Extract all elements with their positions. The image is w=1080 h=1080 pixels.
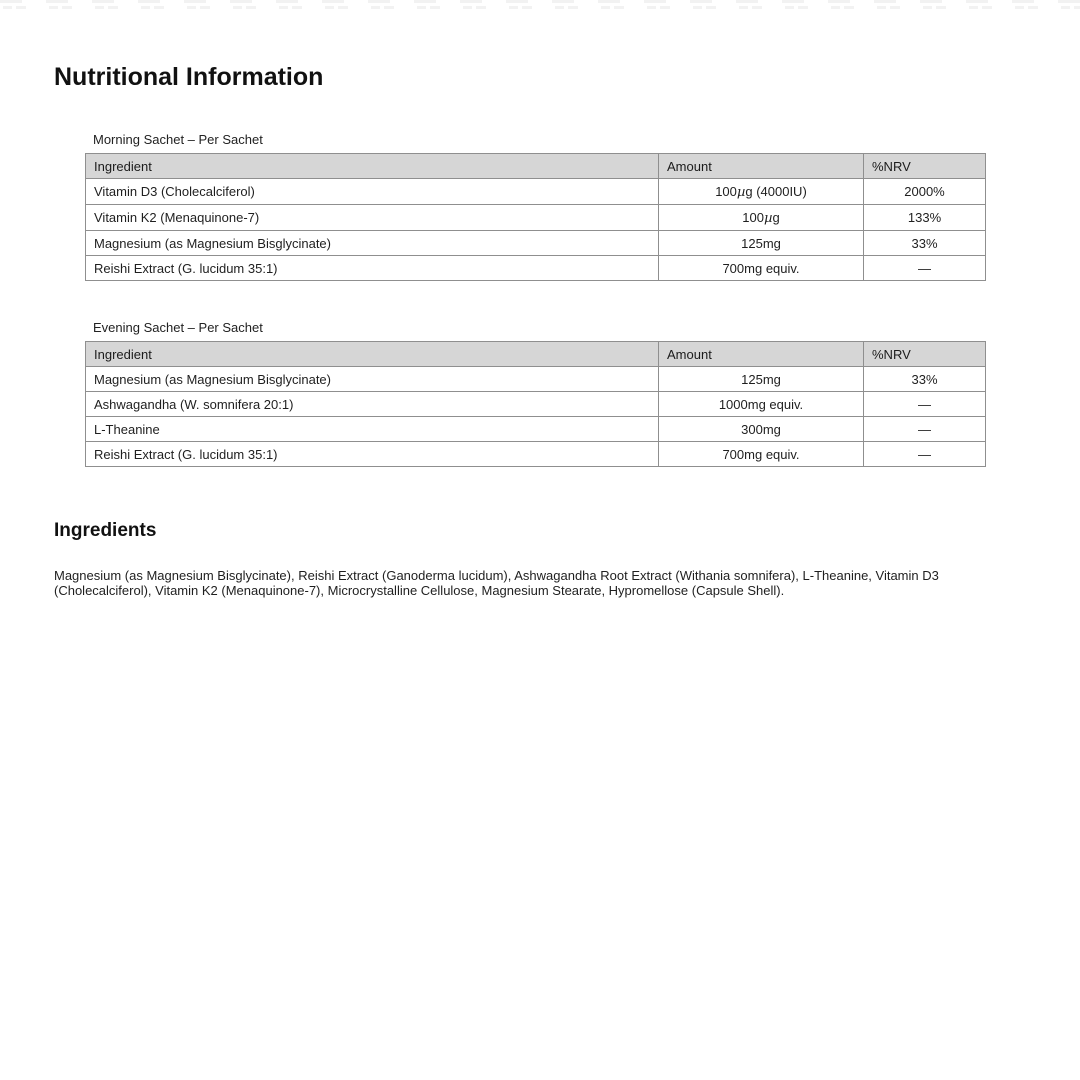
- table-header-row: [86, 154, 986, 179]
- cell-ingredient: Magnesium (as Magnesium Bisglycinate): [86, 367, 659, 392]
- page-title: Nutritional Information: [54, 63, 324, 91]
- table-row: [86, 417, 986, 442]
- cell-ingredient: Magnesium (as Magnesium Bisglycinate): [86, 231, 659, 256]
- column-header-nrv: %NRV: [864, 154, 986, 179]
- cell-ingredient: Reishi Extract (G. lucidum 35:1): [86, 256, 659, 281]
- table-row: [86, 205, 986, 231]
- cell-nrv: 2000%: [864, 179, 986, 205]
- cell-amount: 100µg: [659, 205, 864, 231]
- table-row: [86, 442, 986, 467]
- column-header-amount: Amount: [659, 154, 864, 179]
- evening-table-caption: Evening Sachet – Per Sachet: [93, 320, 263, 335]
- cell-nrv: 133%: [864, 205, 986, 231]
- top-edge-dash-pattern: [0, 0, 1080, 12]
- cell-nrv: —: [864, 256, 986, 281]
- cell-ingredient: L-Theanine: [86, 417, 659, 442]
- cell-amount: 700mg equiv.: [659, 256, 864, 281]
- cell-nrv: —: [864, 417, 986, 442]
- cell-amount: 1000mg equiv.: [659, 392, 864, 417]
- cell-amount: 700mg equiv.: [659, 442, 864, 467]
- cell-amount: 100µg (4000IU): [659, 179, 864, 205]
- cell-ingredient: Vitamin K2 (Menaquinone-7): [86, 205, 659, 231]
- cell-ingredient: Ashwagandha (W. somnifera 20:1): [86, 392, 659, 417]
- table-row: [86, 179, 986, 205]
- evening-sachet-section: [85, 321, 985, 467]
- cell-amount: 125mg: [659, 231, 864, 256]
- table-row: [86, 231, 986, 256]
- column-header-ingredient: Ingredient: [86, 342, 659, 367]
- cell-nrv: —: [864, 392, 986, 417]
- table-row: [86, 392, 986, 417]
- table-row: [86, 367, 986, 392]
- table-row: [86, 256, 986, 281]
- ingredients-text: Magnesium (as Magnesium Bisglycinate), Reishi Extract (Ganoderma lucidum), Ashwagandha Root Extract (Withania somnifera), L-Theanine, Vitamin D3 (Cholecalciferol), Vitamin K2 (Menaquinone-7), Microcrystalline Cellulose, Magnesium Stearate, Hypromellose (Capsule Shell).: [54, 568, 939, 598]
- cell-ingredient: Reishi Extract (G. lucidum 35:1): [86, 442, 659, 467]
- column-header-ingredient: Ingredient: [86, 154, 659, 179]
- cell-nrv: 33%: [864, 231, 986, 256]
- cell-nrv: 33%: [864, 367, 986, 392]
- cell-nrv: —: [864, 442, 986, 467]
- cell-ingredient: Vitamin D3 (Cholecalciferol): [86, 179, 659, 205]
- cell-amount: 300mg: [659, 417, 864, 442]
- column-header-amount: Amount: [659, 342, 864, 367]
- table-header-row: [86, 342, 986, 367]
- ingredients-heading: Ingredients: [54, 520, 157, 541]
- morning-table-caption: Morning Sachet – Per Sachet: [93, 132, 263, 147]
- evening-nutrition-table: [85, 341, 986, 467]
- morning-nutrition-table: [85, 153, 986, 281]
- morning-sachet-section: [85, 133, 985, 281]
- cell-amount: 125mg: [659, 367, 864, 392]
- column-header-nrv: %NRV: [864, 342, 986, 367]
